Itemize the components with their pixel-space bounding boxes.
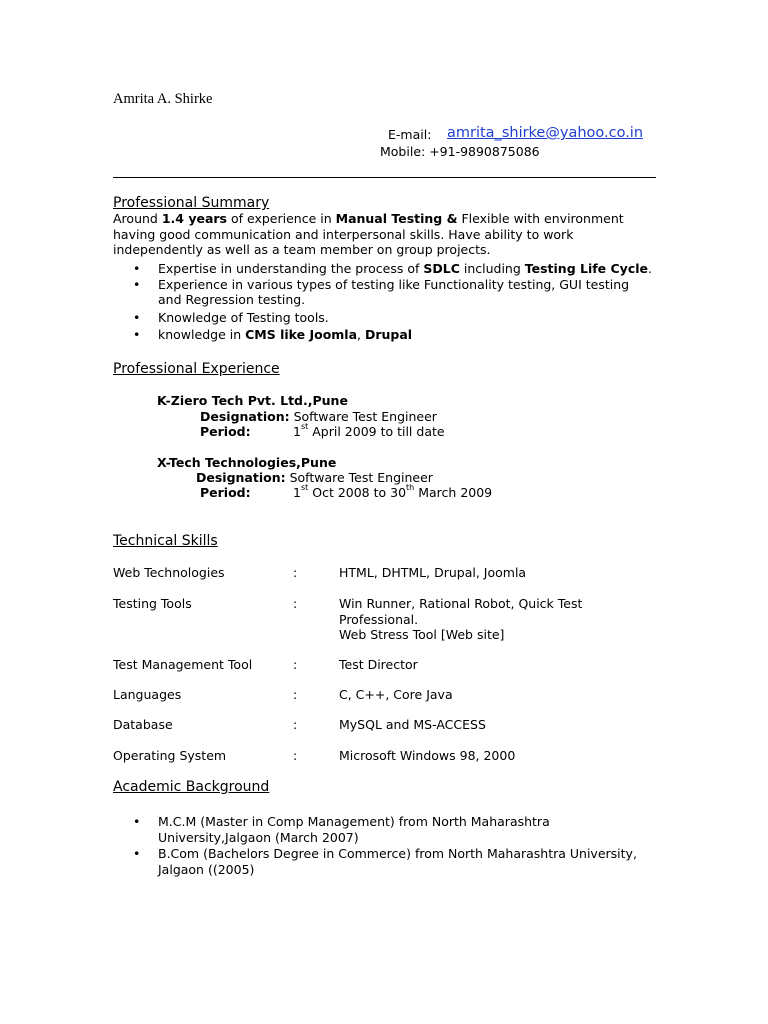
list-item: • Expertise in understanding the process of SDLC including Testing Life Cycle. bbox=[133, 261, 652, 276]
candidate-name: Amrita A. Shirke bbox=[113, 91, 213, 107]
summary-paragraph: Around 1.4 years of experience in Manual Testing & Flexible with environment having good communication and interpersonal skills. Have ability to work independently as well as a team member on group projects. bbox=[113, 211, 624, 258]
company-name: K-Ziero Tech Pvt. Ltd.,Pune bbox=[157, 393, 348, 408]
academic-bullet-list bbox=[113, 814, 637, 877]
period-line: Period: 1st April 2009 to till date bbox=[200, 422, 445, 439]
summary-heading: Professional Summary bbox=[113, 195, 270, 211]
email-label: E-mail: bbox=[388, 127, 432, 142]
skills-heading: Technical Skills bbox=[113, 533, 218, 549]
header-divider bbox=[113, 177, 656, 178]
bullet-icon: • bbox=[133, 309, 141, 325]
bullet-icon: • bbox=[133, 846, 141, 862]
list-item: • Knowledge of Testing tools. bbox=[133, 309, 329, 325]
list-item: • knowledge in CMS like Joomla, Drupal bbox=[133, 327, 413, 343]
bullet-icon: • bbox=[133, 327, 141, 343]
period-line: Period: 1st Oct 2008 to 30th March 2009 bbox=[200, 483, 493, 500]
list-item: • Experience in various types of testing like Functionality testing, GUI testing and Regression testing. bbox=[133, 276, 630, 308]
experience-heading: Professional Experience bbox=[113, 361, 280, 377]
mobile-number: Mobile: +91-9890875086 bbox=[380, 144, 540, 159]
academic-heading: Academic Background bbox=[113, 779, 270, 795]
bullet-icon: • bbox=[133, 814, 141, 829]
bullet-icon: • bbox=[133, 261, 141, 276]
list-item: • B.Com (Bachelors Degree in Commerce) from North Maharashtra University, Jalgaon ((2005) bbox=[133, 846, 637, 877]
designation-line: Designation: Software Test Engineer bbox=[196, 470, 433, 485]
list-item: • M.C.M (Master in Comp Management) from North Maharashtra University,Jalgaon (March 2007) bbox=[133, 814, 550, 845]
company-name: X-Tech Technologies,Pune bbox=[157, 455, 337, 470]
bullet-icon: • bbox=[133, 276, 141, 292]
summary-bullet-list bbox=[113, 261, 652, 343]
designation-line: Designation: Software Test Engineer bbox=[200, 409, 437, 424]
email-link[interactable]: amrita_shirke@yahoo.co.in bbox=[447, 125, 644, 141]
